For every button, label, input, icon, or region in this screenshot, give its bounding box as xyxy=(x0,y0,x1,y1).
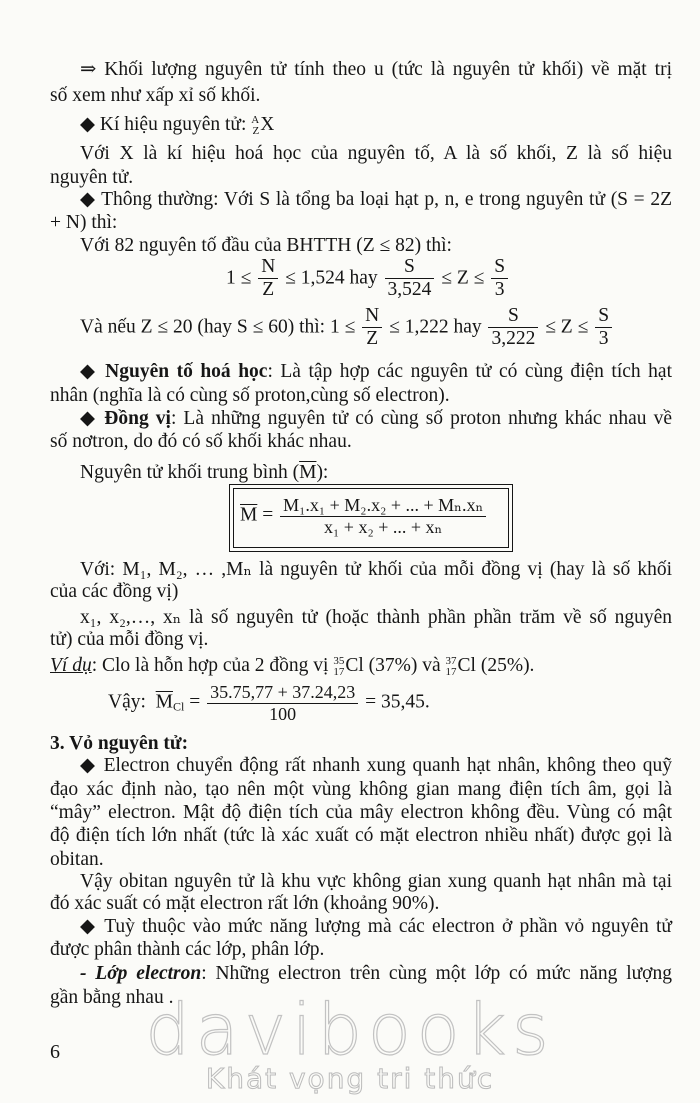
para-82-line: Với 82 nguyên tố đầu của BHTTH (Z ≤ 82) thì: xyxy=(80,235,452,256)
inequality-2: Và nếu Z ≤ 20 (hay S ≤ 60) thì: 1 ≤ $\frac{N}{Z}$ ≤ 1,222 hay $\frac{S}{3,222}$ ≤ Z ≤ $\frac{S}{3}$ xyxy=(80,305,672,351)
para-x-line1: Với X là kí hiệu hoá học của nguyên tố, A là số khối, Z là số hiệu xyxy=(80,143,672,164)
def-isotope-line1: ◆ Đồng vị: Là những nguyên tử có cùng số proton nhưng khác nhau về xyxy=(80,408,672,429)
inequality-1: 1 ≤ $\frac{N}{Z}$ ≤ 1,524 hay $\frac{S}{3,524}$ ≤ Z ≤ $\frac{S}{3}$ xyxy=(226,256,672,302)
para-obitan-line2: đó xác suất có mặt electron rất lớn (khoảng 90%). xyxy=(50,893,440,914)
para-electron-line1: ◆ Electron chuyển động rất nhanh xung quanh hạt nhân, không theo quỹ xyxy=(80,755,672,776)
para-x-line2: nguyên tử. xyxy=(50,167,134,188)
para-shell-line2: gần bằng nhau . xyxy=(50,987,174,1008)
para-mass-line2: số xem như xấp xỉ số khối. xyxy=(50,85,261,106)
def-isotope-line2: số nơtron, do đó có số khối khác nhau. xyxy=(50,431,352,452)
watermark-logo: davibooks xyxy=(145,989,555,1071)
example-label: Ví dụ xyxy=(50,655,92,676)
para-electron-line5: obitan. xyxy=(50,849,104,870)
isotope-cl35-indices: 35 17 xyxy=(333,655,345,678)
def-element-line1: ◆ Nguyên tố hoá học: Là tập hợp các nguyên tử có cùng điện tích hạt xyxy=(80,361,673,382)
avg-mass-label: Nguyên tử khối trung bình $(\overline{M})$: xyxy=(80,462,329,483)
para-level-line2: được phân thành các lớp, phân lớp. xyxy=(50,939,325,960)
para-where-line2: của các đồng vị) xyxy=(50,581,179,602)
para-electron-line4: độ điện tích lớn nhất (tức là xác xuất có mặt electron nhiều nhất) được gọi là xyxy=(50,825,672,846)
para-level-line1: ◆ Tuỳ thuộc vào mức năng lượng mà các electron ở phần vỏ nguyên tử xyxy=(80,916,672,937)
para-shell-line1: - Lớp electron: Những electron trên cùng một lớp có mức năng lượng xyxy=(80,963,672,984)
section-3-heading: 3. Vỏ nguyên tử: xyxy=(50,733,189,754)
watermark-tagline: Khát vọng tri thức xyxy=(205,1062,495,1095)
isotope-cl37-indices: 37 17 xyxy=(445,655,457,678)
atom-symbol: X xyxy=(260,114,275,135)
para-electron-line2: đạo xác định nào, tạo nên một vùng không gian mang điện tích âm, gọi là xyxy=(50,779,672,800)
symbol-label: ◆ Kí hiệu nguyên tử: xyxy=(80,114,247,135)
example-line: Ví dụ: Clo là hỗn hợp của 2 đồng vị 35 17 Cl (37%) và 37 17 Cl (25%). xyxy=(50,655,535,678)
symbol-line xyxy=(80,113,672,136)
para-electron-line3: “mây” electron. Mật độ điện tích của mây electron không đều. Vùng có mật xyxy=(50,802,672,823)
atom-symbol-indices: A Z xyxy=(251,114,260,137)
para-mass-line1: ⇒ Khối lượng nguyên tử tính theo u (tức là nguyên tử khối) về mặt trị xyxy=(80,59,672,80)
page-number: 6 xyxy=(50,1041,60,1063)
para-x-count-line1: x₁, x₂,…, xₙ là số nguyên tử (hoặc thành phần phần trăm về số nguyên xyxy=(80,607,672,628)
avg-mass-formula: $\overline{M}$ = $\frac{\text{M₁.x₁ + M₂.x₂ + ... + Mₙ.xₙ}}{\text{x₁ + x₂ + ... + xₙ}}$ xyxy=(240,495,488,537)
def-element-line2: nhân (nghĩa là có cùng số proton,cùng số electron). xyxy=(50,385,450,406)
para-where-line1: Với: M₁, M₂, … ,Mₙ là nguyên tử khối của mỗi đồng vị (hay là số khối xyxy=(80,559,672,580)
para-s-line2: + N) thì: xyxy=(50,212,118,233)
para-s-line1: ◆ Thông thường: Với S là tổng ba loại hạt p, n, e trong nguyên tử (S = 2Z xyxy=(80,189,672,210)
para-obitan-line1: Vậy obitan nguyên tử là khu vực không gian xung quanh hạt nhân mà tại xyxy=(80,871,672,892)
example-calc: Vậy: $\overline{M}_{Cl}$ = $\frac{35.75,77 + 37.24,23}{100}$ = 35,45. xyxy=(108,682,430,724)
para-x-count-line2: tử) của mỗi đồng vị. xyxy=(50,629,209,650)
